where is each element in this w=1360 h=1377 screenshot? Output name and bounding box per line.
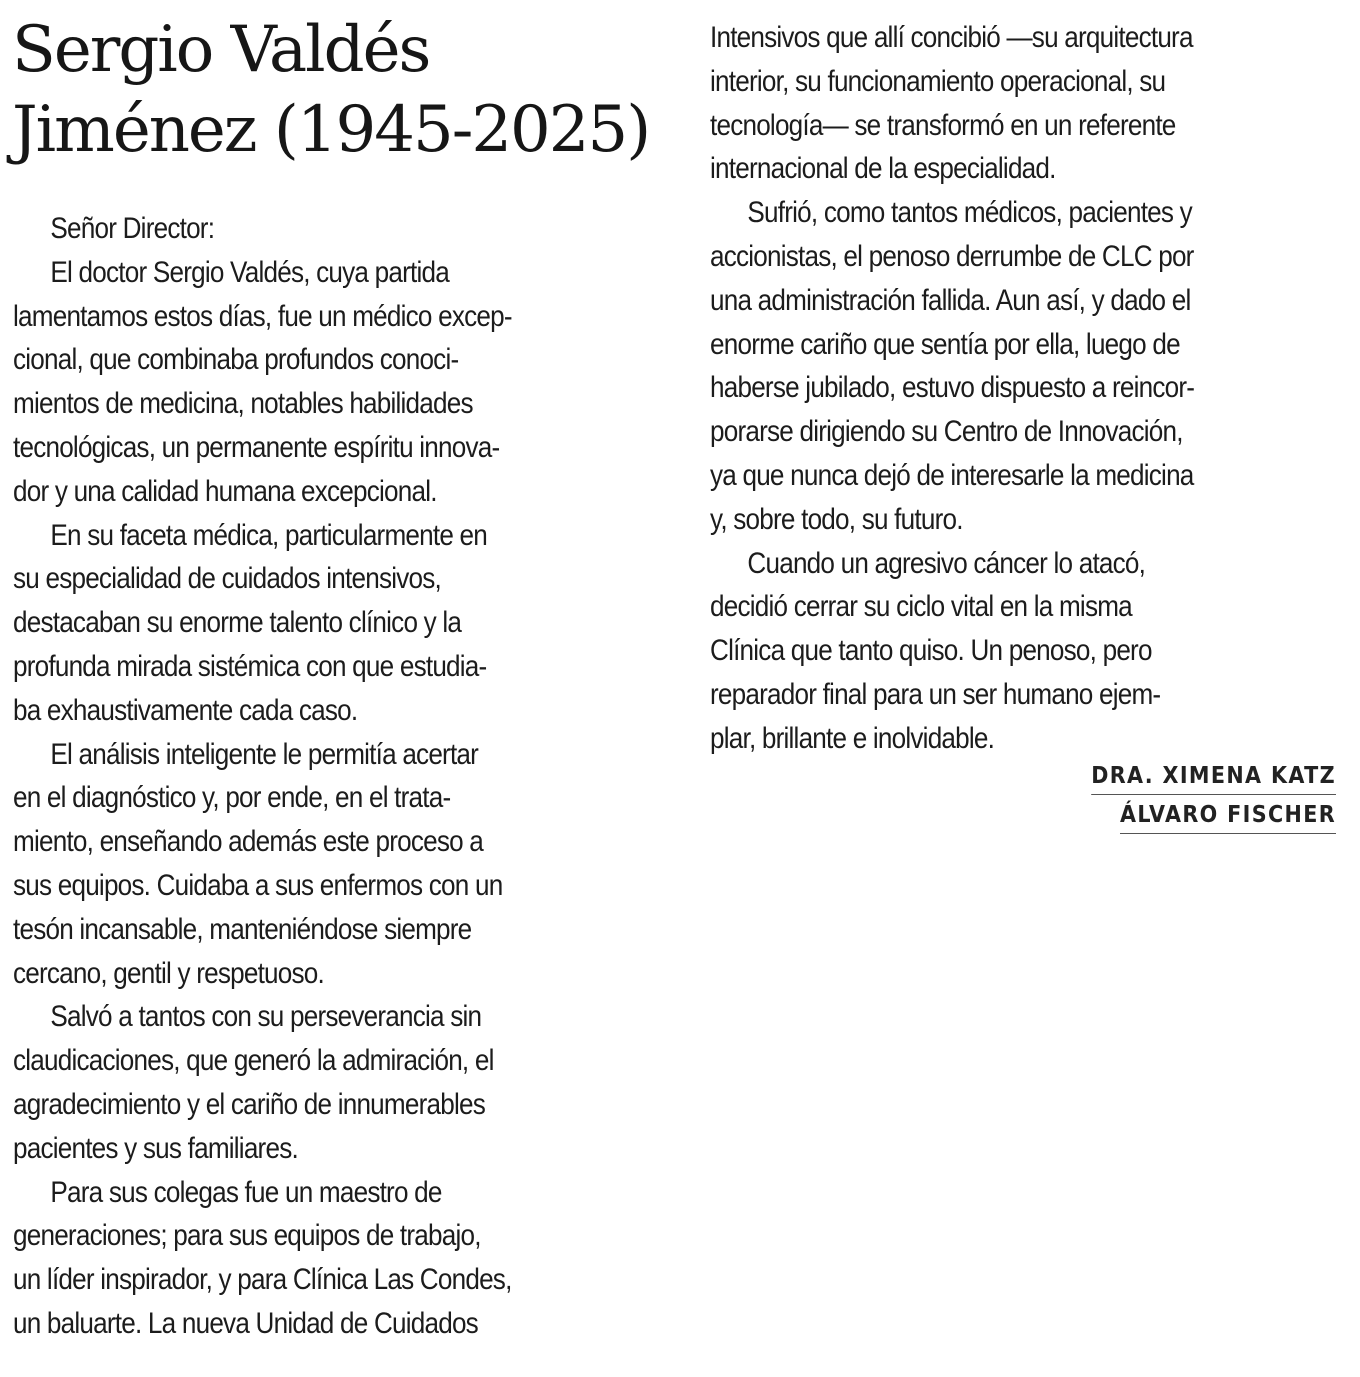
text-line: plar, brillante e inolvidable. (710, 721, 995, 755)
text-line: mientos de medicina, notables habilidades (13, 387, 473, 421)
text-line: dor y una calidad humana excepcional. (13, 474, 437, 508)
text-line: Salvó a tantos con su perseverancia sin (50, 1000, 482, 1034)
text-line: tecnología— se transformó en un referente (710, 108, 1176, 142)
text-line: accionistas, el penoso derrumbe de CLC por (710, 239, 1194, 273)
text-line: destacaban su enorme talento clínico y la (13, 606, 462, 640)
text-line: un baluarte. La nueva Unidad de Cuidados (13, 1306, 478, 1340)
headline-line: Sergio Valdés (12, 13, 430, 87)
text-line: Cuando un agresivo cáncer lo atacó, (747, 546, 1146, 580)
text-line: claudicaciones, que generó la admiración, el (13, 1044, 494, 1078)
text-line: reparador final para un ser humano ejem- (710, 677, 1161, 711)
text-line: agradecimiento y el cariño de innumerables (13, 1087, 486, 1121)
headline (12, 10, 672, 170)
text-line: una administración fallida. Aun así, y dado el (710, 283, 1191, 317)
text-line: sus equipos. Cuidaba a sus enfermos con un (13, 868, 503, 902)
text-line: Sufrió, como tantos médicos, pacientes y (747, 196, 1192, 230)
text-line: tecnológicas, un permanente espíritu innova- (13, 430, 500, 464)
signature-name: DRA. XIMENA KATZ (1091, 761, 1336, 795)
text-line: miento, enseñando además este proceso a (13, 825, 484, 859)
text-line: su especialidad de cuidados intensivos, (13, 562, 441, 596)
text-line: interior, su funcionamiento operacional, su (710, 64, 1166, 98)
text-line: generaciones; para sus equipos de trabajo, (13, 1219, 481, 1253)
text-line: pacientes y sus familiares. (13, 1131, 298, 1165)
signature-name: ÁLVARO FISCHER (1120, 800, 1336, 834)
text-line: El análisis inteligente le permitía acertar (50, 737, 479, 771)
headline-line: Jiménez (1945-2025) (12, 93, 650, 167)
text-line: haberse jubilado, estuvo dispuesto a reincor- (710, 371, 1195, 405)
text-line: y, sobre todo, su futuro. (710, 502, 963, 536)
text-line: un líder inspirador, y para Clínica Las Condes, (13, 1263, 512, 1297)
text-line: enorme cariño que sentía por ella, luego de (710, 327, 1180, 361)
text-line: Para sus colegas fue un maestro de (50, 1175, 442, 1209)
letter-column-right (710, 16, 1350, 761)
letter-column-left (13, 207, 653, 1346)
text-line: profunda mirada sistémica con que estudia- (13, 649, 487, 683)
signatures (1064, 761, 1336, 839)
text-line: ya que nunca dejó de interesarle la medicina (710, 458, 1194, 492)
text-line: ba exhaustivamente cada caso. (13, 693, 358, 727)
text-line: decidió cerrar su ciclo vital en la misma (710, 590, 1132, 624)
text-line: Intensivos que allí concibió —su arquitectura (710, 21, 1193, 54)
text-line: porarse dirigiendo su Centro de Innovación, (710, 415, 1183, 449)
salutation: Señor Director: (50, 212, 215, 245)
text-line: en el diagnóstico y, por ende, en el trata- (13, 781, 451, 815)
text-line: cional, que combinaba profundos conoci- (13, 343, 459, 377)
text-line: En su faceta médica, particularmente en (50, 518, 488, 552)
text-line: cercano, gentil y respetuoso. (13, 956, 324, 990)
text-line: Clínica que tanto quiso. Un penoso, pero (710, 634, 1152, 668)
text-line: tesón incansable, manteniéndose siempre (13, 912, 472, 946)
text-line: lamentamos estos días, fue un médico excep- (13, 299, 512, 333)
text-line: internacional de la especialidad. (710, 152, 1056, 186)
text-line: El doctor Sergio Valdés, cuya partida (50, 255, 449, 289)
